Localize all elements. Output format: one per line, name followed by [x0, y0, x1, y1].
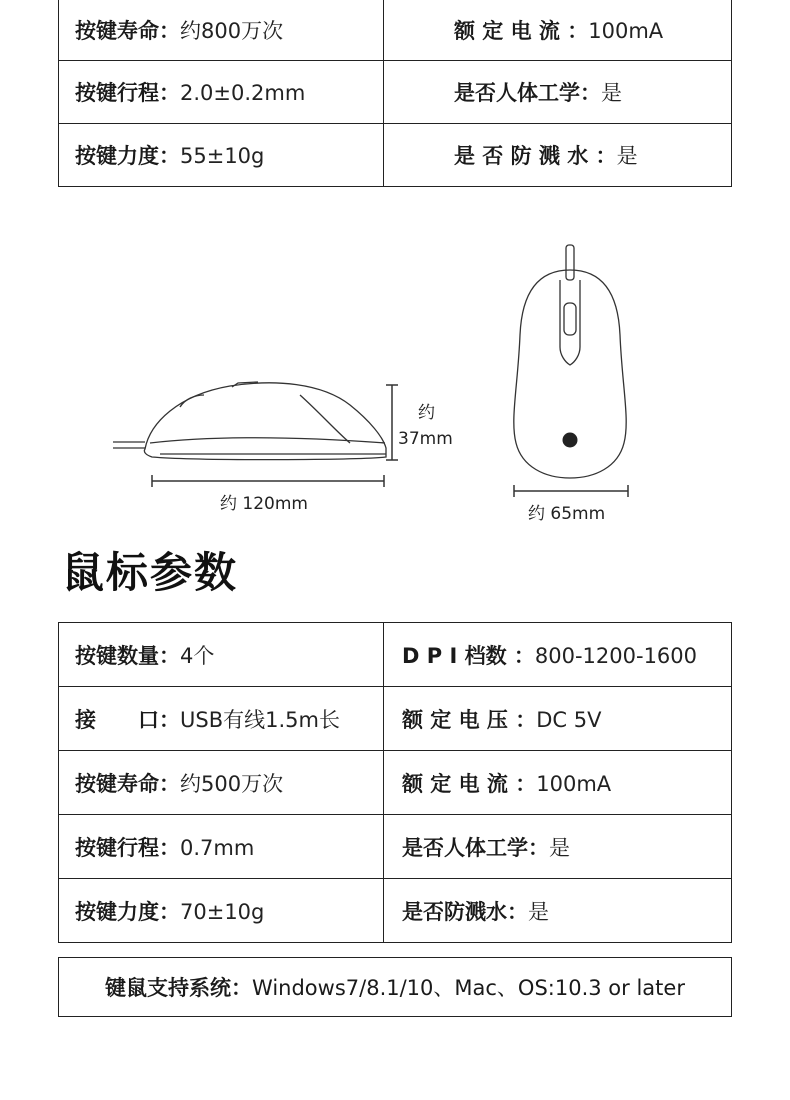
spec-label: 按键力度：	[75, 144, 180, 168]
spec-label: D P I 档数 ：	[402, 643, 535, 668]
mouse-side-view-icon	[113, 382, 386, 460]
spec-value: 55±10g	[180, 144, 265, 168]
spec-value: 70±10g	[180, 899, 265, 924]
table-row	[59, 124, 732, 187]
spec-cell	[59, 61, 384, 124]
table-row	[59, 0, 732, 61]
width-label: 约 65mm	[528, 504, 606, 524]
spec-cell	[384, 623, 732, 687]
spec-label: 按键寿命：	[75, 771, 180, 796]
spec-value: 是	[528, 899, 549, 924]
spec-cell	[384, 0, 732, 61]
spec-cell	[384, 124, 732, 187]
spec-label: 按键行程：	[75, 835, 180, 860]
table-row	[59, 687, 732, 751]
height-label-1: 约	[418, 403, 435, 423]
spec-cell	[384, 687, 732, 751]
spec-value: 800-1200-1600	[534, 643, 698, 668]
spec-cell	[59, 687, 384, 751]
section-title: 鼠标参数	[62, 548, 239, 597]
spec-value: 是	[616, 144, 638, 168]
table-row	[59, 879, 732, 943]
height-dimension-line	[386, 385, 398, 460]
width-dimension-line	[514, 485, 628, 497]
spec-cell	[384, 751, 732, 815]
hp-logo-icon	[563, 433, 578, 448]
length-dimension-line	[152, 475, 384, 487]
spec-cell	[384, 815, 732, 879]
keyboard-spec-table	[58, 0, 732, 187]
os-support-value: Windows7/8.1/10、Mac、OS:10.3 or later	[252, 976, 685, 1000]
spec-label: 额 定 电 压 ：	[402, 707, 537, 732]
spec-value: 约500万次	[180, 771, 284, 796]
length-label: 约 120mm	[220, 494, 308, 514]
spec-label: 接 口：	[75, 707, 180, 732]
spec-value: 100mA	[536, 771, 612, 796]
table-row	[59, 61, 732, 124]
spec-label: 是否人体工学：	[454, 81, 601, 105]
spec-cell	[384, 879, 732, 943]
mouse-dimension-illustration	[0, 235, 790, 530]
spec-cell	[59, 879, 384, 943]
spec-value: DC 5V	[536, 707, 602, 732]
spec-cell	[384, 61, 732, 124]
table-row	[59, 815, 732, 879]
spec-label: 按键力度：	[75, 899, 180, 924]
spec-label: 按键寿命：	[75, 18, 180, 43]
mouse-top-view-icon	[514, 245, 626, 478]
spec-label: 按键行程：	[75, 81, 180, 105]
table-row	[59, 751, 732, 815]
spec-label: 按键数量：	[75, 643, 180, 668]
spec-cell	[59, 751, 384, 815]
spec-value: 是	[549, 835, 570, 860]
mouse-spec-table	[58, 622, 732, 943]
height-label-2: 37mm	[398, 429, 453, 449]
spec-cell	[59, 815, 384, 879]
spec-value: 是	[601, 81, 622, 105]
spec-value: 约800万次	[180, 18, 284, 43]
spec-value: USB有线1.5m长	[180, 707, 340, 732]
table-row	[59, 623, 732, 687]
spec-label: 额 定 电 流 ：	[454, 18, 589, 43]
os-support-label: 键鼠支持系统：	[105, 976, 253, 1000]
spec-value: 0.7mm	[180, 835, 255, 860]
spec-label: 额 定 电 流 ：	[402, 771, 537, 796]
spec-value: 4个	[180, 643, 215, 668]
spec-label: 是否防溅水：	[402, 899, 528, 924]
spec-label: 是 否 防 溅 水 ：	[454, 144, 617, 168]
spec-cell	[59, 0, 384, 61]
spec-cell	[59, 623, 384, 687]
spec-value: 2.0±0.2mm	[180, 81, 306, 105]
spec-value: 100mA	[588, 18, 664, 43]
spec-label: 是否人体工学：	[402, 835, 549, 860]
os-support-box	[58, 957, 732, 1017]
spec-cell	[59, 124, 384, 187]
